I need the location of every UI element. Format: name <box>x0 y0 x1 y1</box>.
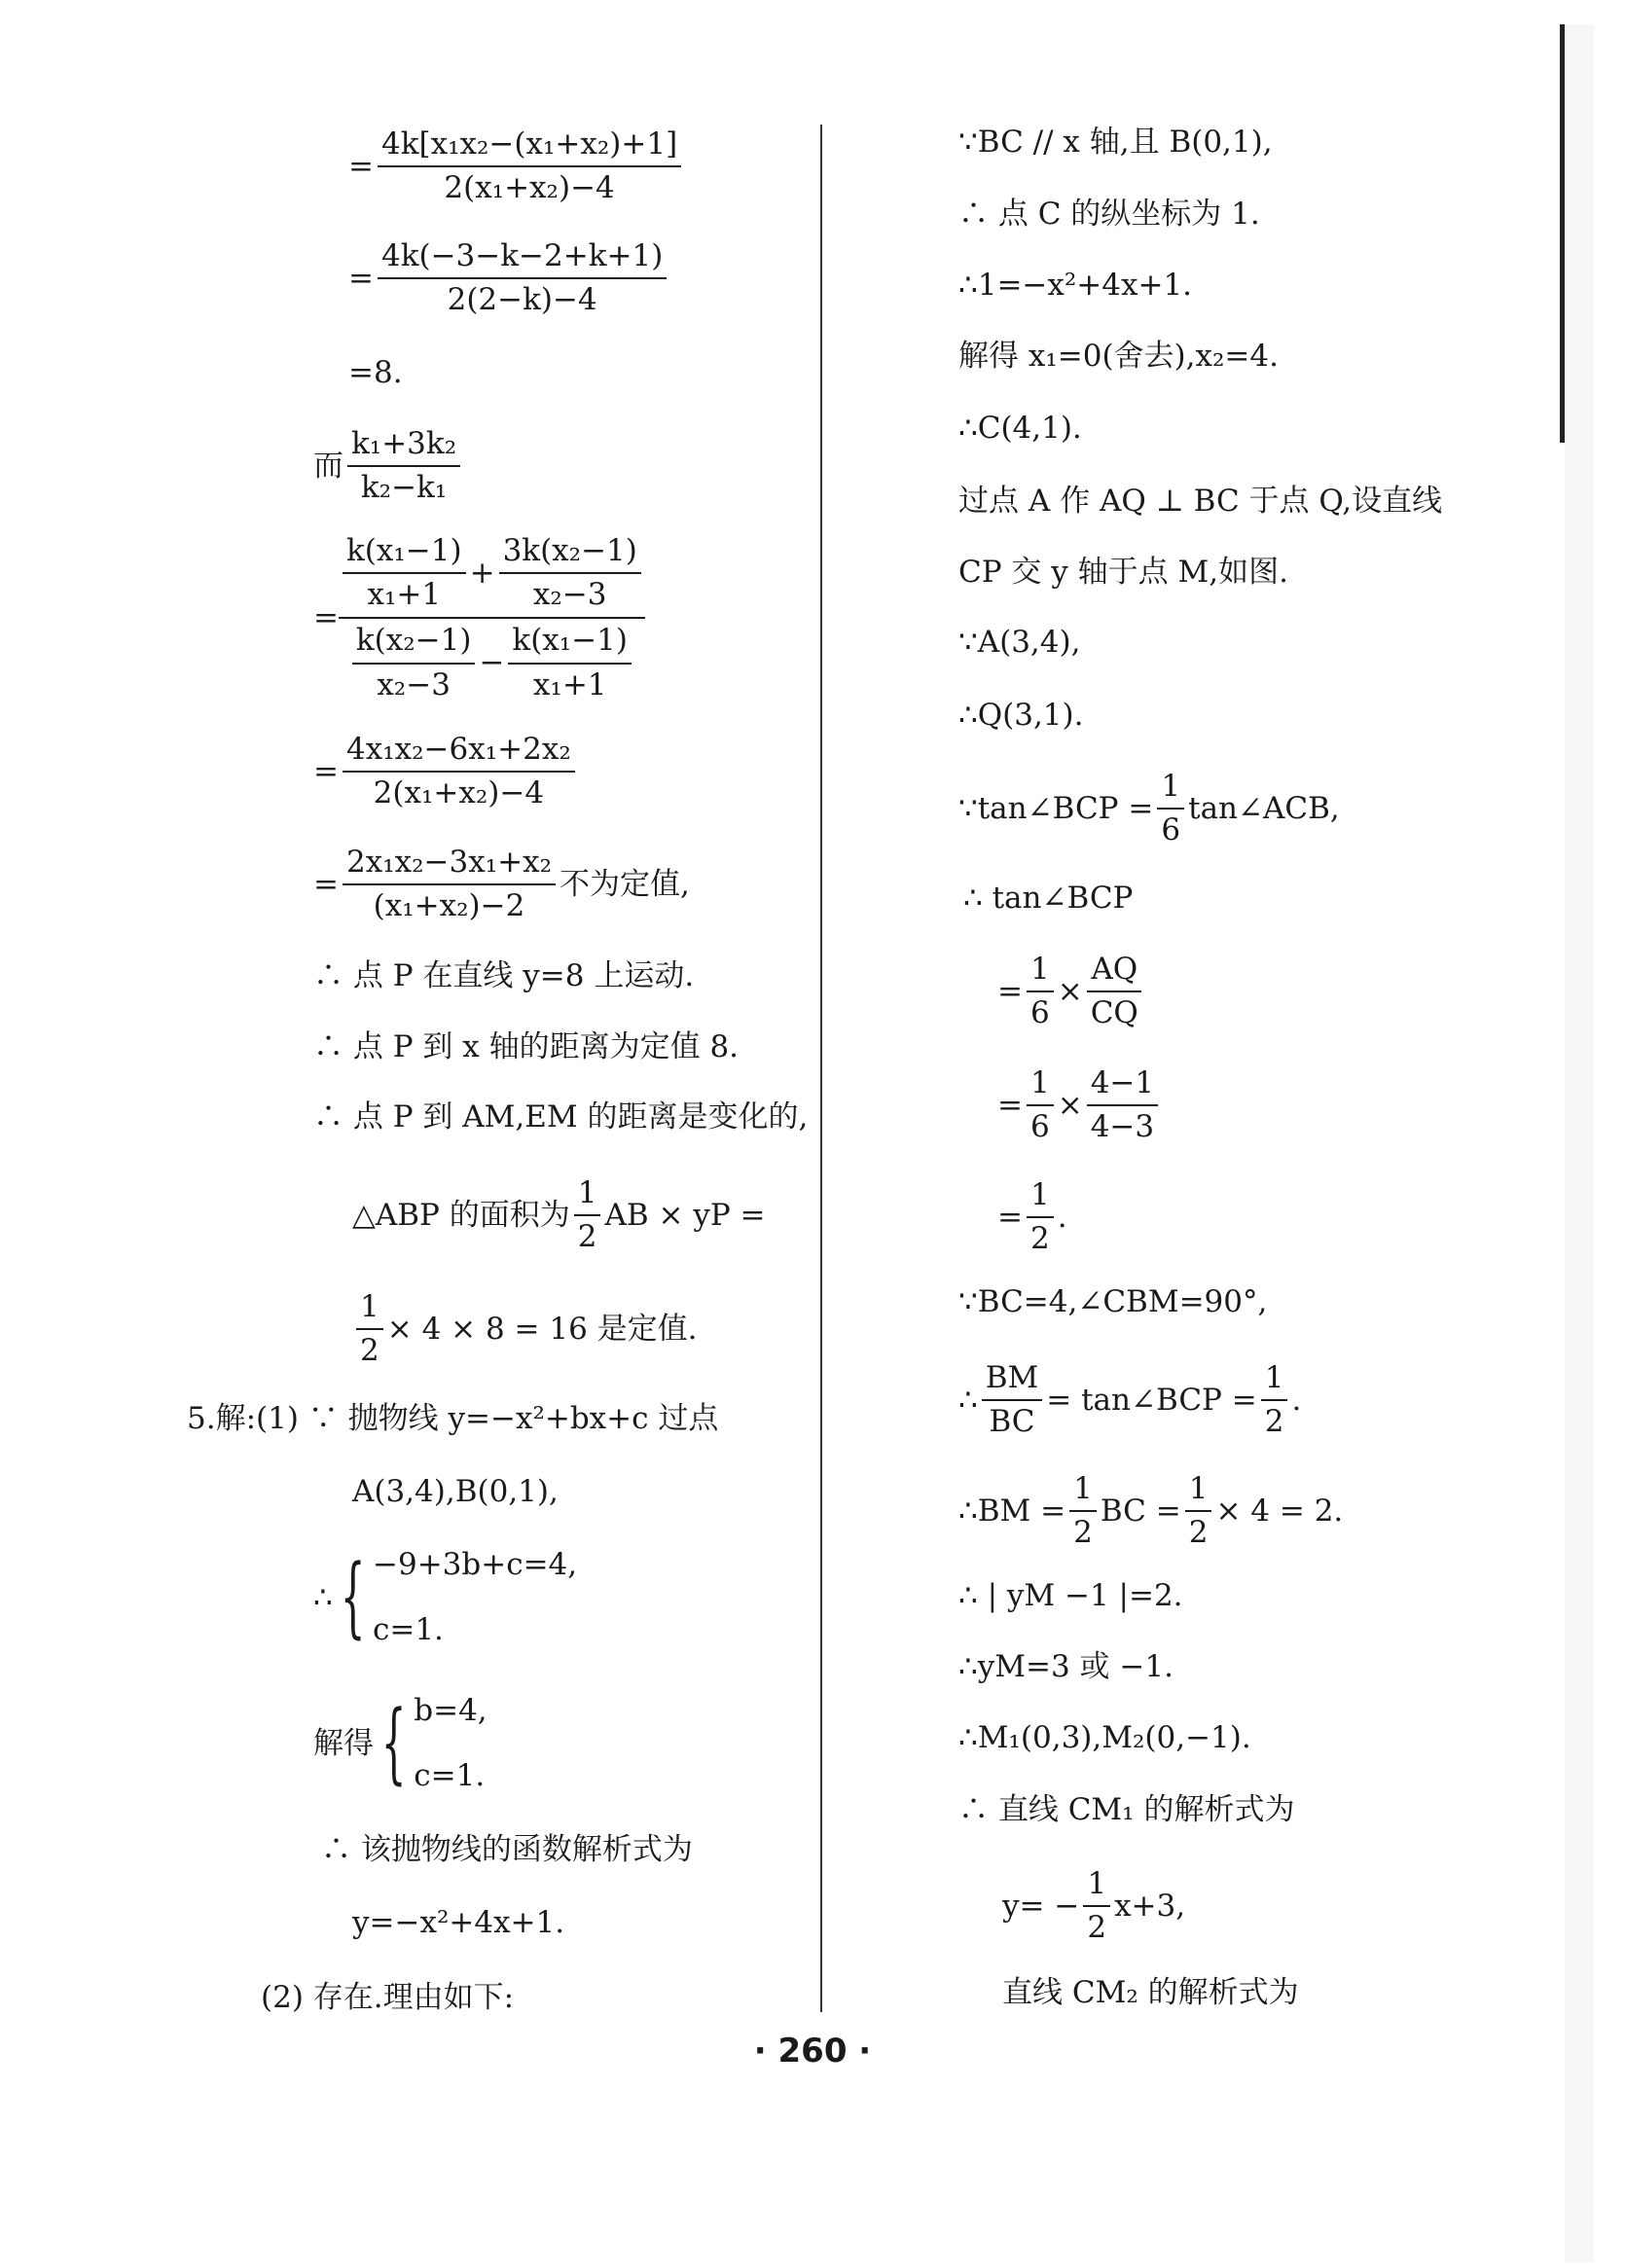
denominator: 4−3 <box>1090 1109 1155 1145</box>
right-line-6: 过点 A 作 AQ ⊥ BC 于点 Q,设直线 <box>958 484 1443 519</box>
prefix-text: ∴BM = <box>958 1493 1066 1529</box>
denominator: 2(x₁+x₂)−4 <box>373 775 545 811</box>
fraction <box>1087 1065 1158 1145</box>
denominator: 6 <box>1161 812 1181 848</box>
numerator: BM <box>982 1360 1043 1401</box>
suffix-text: × 4 × 8 = 16 是定值. <box>386 1311 698 1347</box>
fraction <box>343 732 575 811</box>
denominator: 2(x₁+x₂)−4 <box>444 170 615 206</box>
times-sign: × <box>1057 973 1083 1009</box>
denominator: 2 <box>1029 1221 1050 1257</box>
numerator: 3k(x₂−1) <box>499 533 641 574</box>
right-line-14 <box>997 1177 1067 1257</box>
right-line-15: ∵BC=4,∠CBM=90°, <box>958 1284 1268 1319</box>
denominator: x₂−3 <box>377 666 451 702</box>
fraction <box>508 623 632 702</box>
denominator: 2(2−k)−4 <box>447 282 597 318</box>
fraction <box>1087 952 1142 1031</box>
equation-system <box>373 1547 577 1648</box>
fraction <box>343 533 466 613</box>
numerator: k(x₂−1) <box>352 623 476 664</box>
suffix-text: . <box>1057 1199 1067 1235</box>
equation: c=1. <box>373 1612 444 1648</box>
right-line-16 <box>958 1360 1301 1440</box>
equals-sign: = <box>997 973 1023 1009</box>
numerator: k(x₁−1) <box>508 623 632 664</box>
column-divider <box>820 125 822 2012</box>
left-line-15 <box>313 1547 577 1648</box>
numerator: 2x₁x₂−3x₁+x₂ <box>343 845 556 885</box>
right-line-1: ∵BC // x 轴,且 B(0,1), <box>958 125 1273 160</box>
fraction <box>356 1289 383 1369</box>
right-line-13 <box>997 1065 1162 1145</box>
compound-denominator <box>348 619 635 702</box>
prefix-text: 而 <box>313 448 343 484</box>
numerator: 4k(−3−k−2+k+1) <box>378 238 667 279</box>
fraction <box>378 126 681 206</box>
denominator: (x₁+x₂)−2 <box>373 888 525 924</box>
equation: c=1. <box>414 1758 486 1794</box>
prefix-text: 解得 <box>313 1725 374 1761</box>
denominator: x₁+1 <box>367 577 442 613</box>
numerator: 1 <box>1027 952 1054 992</box>
equals-sign: = <box>348 148 374 184</box>
denominator: 2 <box>1264 1404 1284 1440</box>
left-line-8: ∴ 点 P 在直线 y=8 上运动. <box>313 958 695 993</box>
page-edge-shadow <box>1565 24 1594 2262</box>
left-line-2 <box>348 238 670 318</box>
suffix-text: tan∠ACB, <box>1188 790 1340 826</box>
numerator: 4x₁x₂−6x₁+2x₂ <box>343 732 575 773</box>
right-line-9: ∴Q(3,1). <box>958 698 1084 733</box>
left-line-12 <box>352 1289 698 1369</box>
equation: −9+3b+c=4, <box>373 1547 578 1582</box>
fraction <box>499 533 641 613</box>
denominator: 2 <box>1087 1910 1107 1946</box>
numerator: k(x₁−1) <box>343 533 466 574</box>
fraction <box>574 1175 601 1255</box>
right-line-19: ∴yM=3 或 −1. <box>958 1649 1174 1684</box>
left-line-17: ∴ 该抛物线的函数解析式为 <box>321 1832 693 1867</box>
right-line-12 <box>997 952 1146 1031</box>
right-line-2: ∴ 点 C 的纵坐标为 1. <box>958 197 1260 232</box>
numerator: 1 <box>1069 1471 1097 1512</box>
fraction <box>343 845 556 924</box>
compound-numerator <box>339 533 645 619</box>
left-line-16 <box>313 1693 488 1794</box>
fraction <box>378 238 667 318</box>
fraction <box>347 426 460 506</box>
denominator: CQ <box>1090 995 1138 1031</box>
prefix-text: △ABP 的面积为 <box>352 1197 570 1233</box>
prefix-text: ∴ <box>958 1382 978 1418</box>
left-line-9: ∴ 点 P 到 x 轴的距离为定值 8. <box>313 1029 740 1064</box>
numerator: 1 <box>574 1175 601 1216</box>
equals-sign: = <box>997 1087 1023 1123</box>
fraction <box>1027 1065 1054 1145</box>
numerator: 1 <box>1083 1866 1110 1907</box>
denominator: 6 <box>1029 1109 1050 1145</box>
numerator: 1 <box>356 1289 383 1330</box>
numerator: 4k[x₁x₂−(x₁+x₂)+1] <box>378 126 681 167</box>
middle-text: BC = <box>1100 1493 1181 1529</box>
denominator: 2 <box>1188 1515 1209 1551</box>
numerator: k₁+3k₂ <box>347 426 460 467</box>
suffix-text: . <box>1291 1382 1302 1418</box>
right-line-10 <box>958 769 1340 848</box>
left-line-18: y=−x²+4x+1. <box>352 1905 565 1940</box>
page-edge-bar <box>1560 24 1565 443</box>
denominator: 2 <box>1073 1515 1093 1551</box>
numerator: 1 <box>1027 1177 1054 1218</box>
left-line-14: A(3,4),B(0,1), <box>352 1474 559 1509</box>
right-line-20: ∴M₁(0,3),M₂(0,−1). <box>958 1720 1251 1755</box>
equals-sign: = <box>348 260 374 296</box>
left-line-5 <box>313 533 645 703</box>
denominator: k₂−k₁ <box>360 470 448 506</box>
right-line-5: ∴C(4,1). <box>958 411 1082 446</box>
right-line-3: ∴1=−x²+4x+1. <box>958 268 1193 303</box>
left-line-11 <box>352 1175 766 1255</box>
fraction <box>1027 952 1054 1031</box>
middle-text: = tan∠BCP = <box>1046 1382 1257 1418</box>
suffix-text: x+3, <box>1114 1888 1186 1924</box>
compound-fraction <box>339 533 645 703</box>
plus-sign: + <box>469 555 495 591</box>
left-line-6 <box>313 732 579 811</box>
minus-sign: − <box>479 644 505 680</box>
denominator: x₁+1 <box>532 666 607 702</box>
fraction <box>1185 1471 1212 1551</box>
equals-sign: = <box>313 753 339 789</box>
right-line-8: ∵A(3,4), <box>958 625 1081 660</box>
numerator: 4−1 <box>1087 1065 1158 1106</box>
left-line-13: 5.解:(1) ∵ 抛物线 y=−x²+bx+c 过点 <box>187 1401 719 1436</box>
prefix-text: ∵tan∠BCP = <box>958 790 1154 826</box>
suffix-text: 不为定值, <box>560 866 690 902</box>
brace-icon: { <box>340 1546 366 1649</box>
fraction <box>1157 769 1184 848</box>
denominator: 2 <box>360 1333 379 1369</box>
right-line-23: 直线 CM₂ 的解析式为 <box>1002 1975 1299 2010</box>
fraction <box>1261 1360 1288 1440</box>
denominator: BC <box>989 1404 1035 1440</box>
brace-icon: { <box>380 1692 407 1795</box>
suffix-text: AB × yP = <box>604 1197 766 1233</box>
left-line-19: (2) 存在.理由如下: <box>261 1980 515 2015</box>
numerator: 1 <box>1185 1471 1212 1512</box>
fraction <box>1083 1866 1110 1946</box>
fraction <box>352 623 476 702</box>
left-line-3: =8. <box>348 355 403 390</box>
left-line-4 <box>313 426 464 506</box>
left-line-1 <box>348 126 685 206</box>
right-line-11: ∴ tan∠BCP <box>963 881 1134 916</box>
fraction <box>1069 1471 1097 1551</box>
numerator: 1 <box>1157 769 1184 810</box>
page-number: · 260 · <box>753 2032 872 2070</box>
suffix-text: × 4 = 2. <box>1215 1493 1344 1529</box>
right-line-22 <box>1002 1866 1185 1946</box>
denominator: 6 <box>1029 995 1050 1031</box>
numerator: AQ <box>1087 952 1141 992</box>
numerator: 1 <box>1261 1360 1288 1401</box>
equals-sign: = <box>997 1199 1023 1235</box>
right-line-4: 解得 x₁=0(舍去),x₂=4. <box>958 339 1279 374</box>
fraction <box>1027 1177 1054 1257</box>
fraction <box>982 1360 1043 1440</box>
denominator: x₂−3 <box>532 577 607 613</box>
equation: b=4, <box>414 1693 488 1728</box>
prefix-text: ∴ <box>313 1579 333 1615</box>
right-line-7: CP 交 y 轴于点 M,如图. <box>958 555 1288 590</box>
times-sign: × <box>1057 1087 1083 1123</box>
equals-sign: = <box>313 866 339 902</box>
right-line-17 <box>958 1471 1343 1551</box>
numerator: 1 <box>1027 1065 1054 1106</box>
left-line-7 <box>313 845 690 924</box>
right-line-18: ∴ | yM −1 |=2. <box>958 1578 1183 1613</box>
equation-system <box>414 1693 487 1794</box>
left-line-10: ∴ 点 P 到 AM,EM 的距离是变化的, <box>313 1099 809 1134</box>
prefix-text: y= − <box>1002 1888 1080 1924</box>
denominator: 2 <box>577 1219 597 1255</box>
right-line-21: ∴ 直线 CM₁ 的解析式为 <box>958 1792 1295 1827</box>
equals-sign: = <box>313 599 339 635</box>
